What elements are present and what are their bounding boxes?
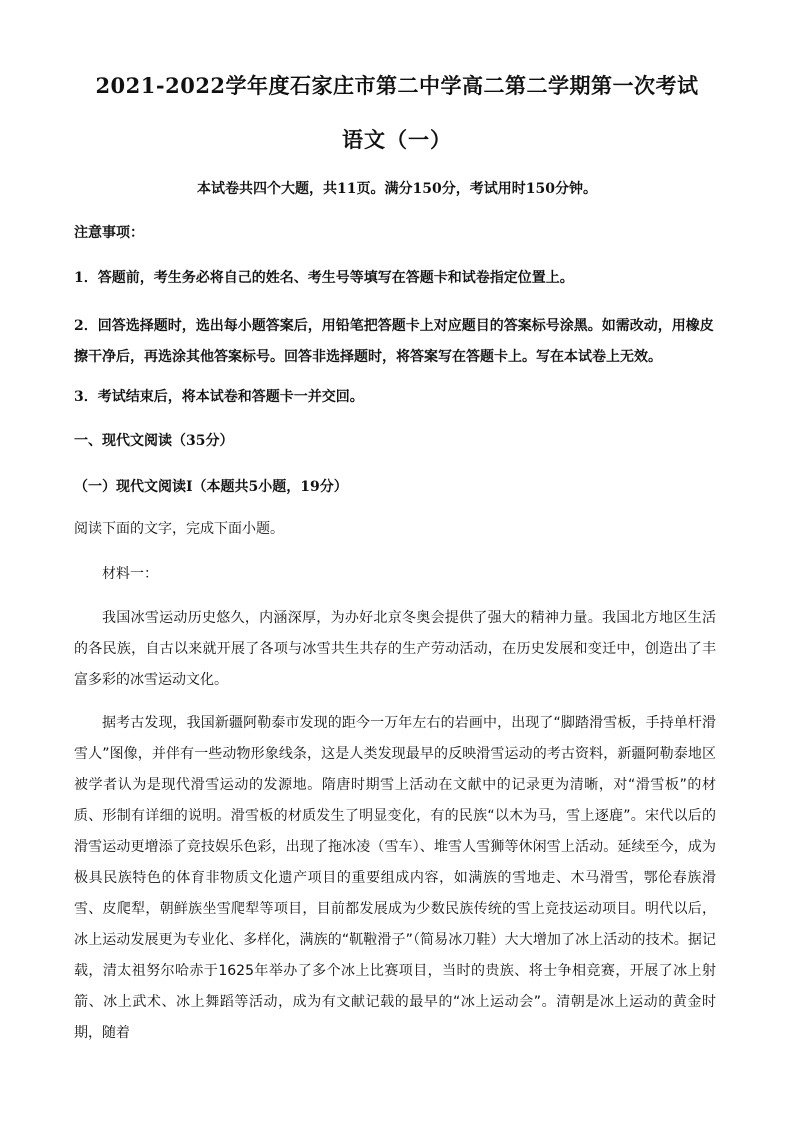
exam-title: 2021-2022学年度石家庄市第二中学高二第二学期第一次考试 bbox=[95, 73, 699, 98]
reading-instruction: 阅读下面的文字，完成下面小题。 bbox=[74, 521, 284, 537]
exam-info: 本试卷共四个大题，共11页。满分150分，考试用时150分钟。 bbox=[197, 181, 597, 197]
notice-item-2: 2．回答选择题时，选出每小题答案后，用铅笔把答题卡上对应题目的答案标号涂黑。如需改动，用橡皮擦干净后，再选涂其他答案标号。回答非选择题时，将答案写在答题卡上。写在本试卷上无效。 bbox=[74, 318, 714, 365]
exam-subtitle: 语文（一） bbox=[342, 127, 452, 152]
subsection-heading: （一）现代文阅读Ⅰ（本题共5小题，19分） bbox=[74, 479, 348, 495]
paragraph: 我国冰雪运动历史悠久，内涵深厚，为办好北京冬奥会提供了强大的精神力量。我国北方地区生活的各民族，自古以来就开展了各项与冰雪共生共存的生产劳动活动，在历史发展和变迁中，创造出了丰富多彩的冰雪运动文化。 bbox=[74, 610, 716, 688]
notice-heading: 注意事项： bbox=[74, 225, 144, 241]
notice-item-3: 3．考试结束后，将本试卷和答题卡一并交回。 bbox=[74, 389, 364, 405]
paragraph: 据考古发现，我国新疆阿勒泰市发现的距今一万年左右的岩画中，出现了“脚踏滑雪板，手持单杆滑雪人”图像，并伴有一些动物形象线条，这是人类发现最早的反映滑雪运动的考古资料，新疆阿勒泰地区被学者认为是现代滑雪运动的发源地。隋唐时期雪上活动在文献中的记录更为清晰，对“滑雪板”的材质、形制有详细的说明。滑雪板的材质发生了明显变化，有的民族“以木为马，雪上逐鹿”。宋代以后的滑雪运动更增添了竞技娱乐色彩，出现了拖冰凌（雪车）、堆雪人雪狮等休闲雪上活动。延续至今，成为极具民族特色的体育非物质文化遗产项目的重要组成内容，如满族的雪地走、木马滑雪，鄂伦春族滑雪、皮爬犁，朝鲜族坐雪爬犁等项目，目前都发展成为少数民族传统的雪上竞技运动项目。明代以后，冰上运动发展更为专业化、多样化，满族的“靰鞡滑子”（简易冰刀鞋）大大增加了冰上活动的技术。据记载，清太祖努尔哈赤于1625年举办了多个冰上比赛项目，当时的贵族、将士争相竞赛，开展了冰上射箭、冰上武术、冰上舞蹈等活动，成为有文献记载的最早的“冰上运动会”。清朝是冰上运动的黄金时期，随着 bbox=[74, 715, 716, 1041]
notice-item-1: 1．答题前，考生务必将自己的姓名、考生号等填写在答题卡和试卷指定位置上。 bbox=[74, 270, 574, 286]
material-label: 材料一： bbox=[102, 566, 158, 582]
section-heading: 一、现代文阅读（35分） bbox=[74, 433, 234, 449]
